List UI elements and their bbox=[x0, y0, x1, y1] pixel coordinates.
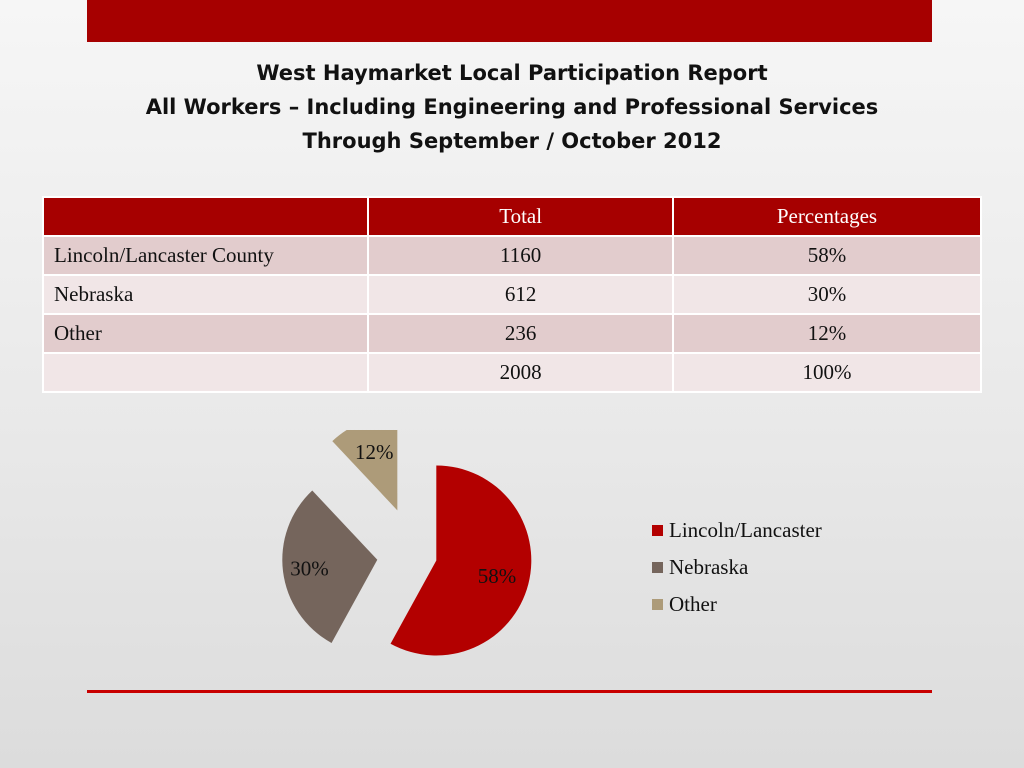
pie-slice-lincoln-lancaster bbox=[391, 465, 532, 655]
table-cell: Other bbox=[43, 314, 368, 353]
legend-label: Lincoln/Lancaster bbox=[669, 518, 822, 542]
legend-item bbox=[652, 549, 822, 586]
participation-table bbox=[42, 196, 982, 393]
pie-data-label: 30% bbox=[290, 556, 329, 581]
table-cell bbox=[43, 353, 368, 392]
title-line-1: West Haymarket Local Participation Report bbox=[256, 61, 768, 85]
legend-swatch bbox=[652, 599, 663, 610]
legend-label: Other bbox=[669, 592, 717, 616]
legend-item bbox=[652, 586, 822, 623]
table-cell: 30% bbox=[673, 275, 981, 314]
table-cell: 1160 bbox=[368, 236, 673, 275]
table-cell: 12% bbox=[673, 314, 981, 353]
table-header-row bbox=[43, 197, 981, 236]
legend-label: Nebraska bbox=[669, 555, 749, 579]
table-cell: 58% bbox=[673, 236, 981, 275]
header-cell: Percentages bbox=[673, 197, 981, 236]
top-banner bbox=[87, 0, 932, 42]
slide-title bbox=[0, 56, 1024, 158]
table-cell: 2008 bbox=[368, 353, 673, 392]
chart-legend bbox=[652, 512, 822, 623]
header-cell: Total bbox=[368, 197, 673, 236]
table-row bbox=[43, 314, 981, 353]
table-cell: 612 bbox=[368, 275, 673, 314]
title-line-3: Through September / October 2012 bbox=[302, 129, 722, 153]
header-cell bbox=[43, 197, 368, 236]
legend-swatch bbox=[652, 562, 663, 573]
pie-data-label: 58% bbox=[477, 564, 517, 589]
pie-data-label: 12% bbox=[354, 440, 394, 465]
table-row bbox=[43, 236, 981, 275]
legend-item bbox=[652, 512, 822, 549]
bottom-rule bbox=[87, 690, 932, 693]
legend-swatch bbox=[652, 525, 663, 536]
pie-chart bbox=[270, 430, 560, 680]
table-row bbox=[43, 275, 981, 314]
title-line-2: All Workers – Including Engineering and Professional Services bbox=[145, 95, 879, 119]
table-cell: 236 bbox=[368, 314, 673, 353]
table-cell: Lincoln/Lancaster County bbox=[43, 236, 368, 275]
table-row bbox=[43, 353, 981, 392]
table-cell: 100% bbox=[673, 353, 981, 392]
table-cell: Nebraska bbox=[43, 275, 368, 314]
